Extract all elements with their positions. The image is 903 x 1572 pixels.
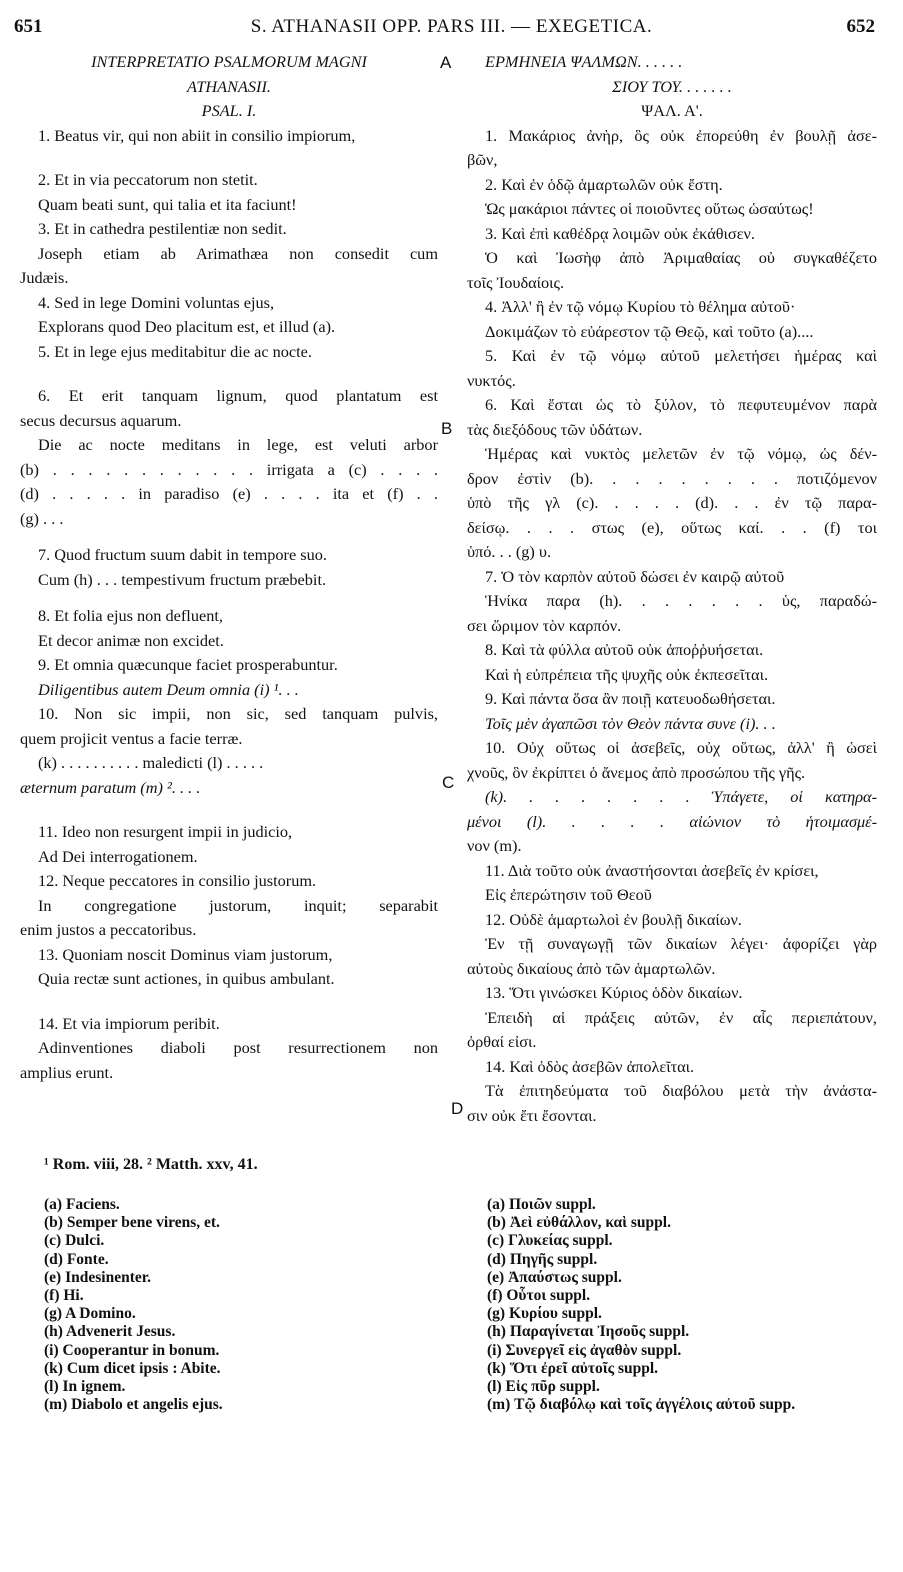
footnote: (d) Fonte. (44, 1250, 109, 1268)
running-title: S. ATHANASII OPP. PARS III. — EXEGETICA. (250, 16, 653, 37)
commentary-line: Cum (h) . . . tempestivum fructum præbebit. (38, 569, 327, 589)
footnote: (c) Dulci. (44, 1232, 105, 1250)
footnote: (b) Ἀεὶ εὐθάλλον, καὶ suppl. (487, 1214, 671, 1232)
commentary-line: τοῖς Ἰουδαίοις. (467, 272, 565, 292)
verse-line: 4. Ἀλλ' ἢ ἐν τῷ νόμῳ Κυρίου τὸ θέλημα αὐτοῦ· (485, 297, 796, 316)
verse-line: 3. Καὶ ἐπὶ καθέδρᾳ λοιμῶν οὐκ ἐκάθισεν. (485, 223, 755, 243)
commentary-line: (g) . . . (20, 508, 64, 528)
latin-title-cont: ATHANASII. (187, 76, 271, 96)
footnote: (i) Συνεργεῖ εἰς ἀγαθὸν suppl. (487, 1341, 682, 1359)
verse-line: 12. Οὐδὲ ἁμαρτωλοὶ ἐν βουλῇ δικαίων. (485, 909, 742, 929)
commentary-line: (k). . . . . . . . Ὑπάγετε, οἱ κατηρα- (485, 787, 877, 806)
latin-psalm-heading: PSAL. I. (201, 101, 257, 120)
verse-line: 12. Neque peccatores in consilio justorum. (38, 871, 317, 890)
verse-line: νυκτός. (467, 370, 516, 390)
commentary-line: Καὶ ἡ εὐπρέπεια τῆς ψυχῆς οὐκ ἐκπεσεῖται. (485, 664, 769, 684)
footnote: (h) Παραγίνεται Ἰησοῦς suppl. (487, 1323, 690, 1341)
verse-line: 2. Et in via peccatorum non stetit. (38, 170, 258, 189)
verse-line: 11. Διὰ τοῦτο οὐκ ἀναστήσονται ἀσεβεῖς ἐν κρίσει, (485, 860, 819, 880)
footnote: (g) A Domino. (44, 1305, 136, 1323)
commentary-line: Τὰ ἐπιτηδεύματα τοῦ διαβόλου μετὰ τὴν ἀνάστα- (485, 1081, 877, 1100)
commentary-line: Τοῖς μὲν ἀγαπῶσι τὸν Θεὸν πάντα συνε (i). . . (485, 713, 776, 733)
commentary-line: Ἐπειδὴ αἱ πράξεις αὐτῶν, ἐν αἷς περιεπάτουν, (485, 1007, 877, 1027)
commentary-line: αὐτοὺς δικαίους ἀπὸ τῶν ἁμαρτωλῶν. (467, 958, 716, 978)
commentary-line: Judæis. (20, 268, 69, 287)
commentary-line: Joseph etiam ab Arimathæa non consedit cum (38, 243, 438, 263)
verse-line: 7. Ὁ τὸν καρπὸν αὐτοῦ δώσει ἐν καιρῷ αὐτοῦ (485, 566, 785, 586)
commentary-line: ὀρθαί εἰσι. (467, 1032, 537, 1051)
verse-line: 10. Non sic impii, non sic, sed tanquam pulvis, (38, 704, 438, 723)
verse-line: secus decursus aquarum. (20, 410, 182, 430)
page-number-right: 652 (846, 16, 875, 37)
footnote: (k) Ὅτι ἐρεῖ αὐτοῖς suppl. (487, 1359, 659, 1377)
footnote: (d) Πηγῆς suppl. (487, 1250, 598, 1268)
footnote: (c) Γλυκείας suppl. (487, 1232, 613, 1250)
verse-line: 7. Quod fructum suum dabit in tempore suo. (38, 545, 327, 564)
verse-line: 6. Καὶ ἔσται ὡς τὸ ξύλον, τὸ πεφυτευμένον παρὰ (485, 395, 877, 414)
verse-line: χνοῦς, ὃν ἐκρίπτει ὁ ἄνεμος ἀπὸ προσώπου τῆς γῆς. (467, 762, 806, 782)
commentary-line: σει ὥριμον τὸν καρπόν. (467, 615, 622, 635)
running-header (0, 16, 903, 46)
verse-line: quem projicit ventus a facie terræ. (20, 728, 243, 748)
verse-line: 1. Beatus vir, qui non abiit in consilio impiorum, (38, 125, 356, 145)
verse-line: 4. Sed in lege Domini voluntas ejus, (38, 292, 275, 312)
commentary-line: Et decor animæ non excidet. (38, 630, 224, 650)
commentary-line: ὑπό. . . (g) υ. (467, 542, 552, 561)
commentary-line: Ἐν τῇ συναγωγῇ τῶν δικαίων λέγει· ἀφορίζει γὰρ (485, 934, 877, 953)
verse-line: Εἰς ἐπερώτησιν τοῦ Θεοῦ (485, 885, 652, 904)
greek-title: ΕΡΜΗΝΕΙΑ ΨΑΛΜΩΝ. . . . . . (485, 52, 683, 71)
commentary-line: In congregatione justorum, inquit; separabit (38, 895, 438, 915)
commentary-line: σιν οὐκ ἔτι ἔσονται. (467, 1105, 597, 1125)
greek-psalm-heading: ΨΑΛ. Α'. (641, 101, 703, 120)
verse-line: 1. Μακάριος ἀνὴρ, ὃς οὐκ ἐπορεύθη ἐν βουλῇ ἀσε- (485, 125, 877, 145)
footnote: (e) Indesinenter. (44, 1268, 152, 1286)
footnote: (m) Diabolo et angelis ejus. (44, 1396, 223, 1414)
commentary-line: Quam beati sunt, qui talia et ita faciunt! (38, 194, 297, 214)
footnote: (i) Cooperantur in bonum. (44, 1341, 220, 1359)
commentary-line: Ὁ καὶ Ἰωσὴφ ἀπὸ Ἀριμαθαίας οὐ συγκαθέζετο (485, 248, 877, 267)
commentary-line: Ἡνίκα παρα (h). . . . . . . ὑς, παραδώ- (485, 591, 877, 610)
verse-line: 2. Καὶ ἐν ὁδῷ ἁμαρτωλῶν οὐκ ἔστη. (485, 174, 723, 194)
verse-line: 10. Οὐχ οὕτως οἱ ἀσεβεῖς, οὐχ οὕτως, ἀλλ' ἢ ὡσεὶ (485, 738, 877, 757)
verse-line: τὰς διεξόδους τῶν ὑδάτων. (467, 419, 643, 439)
commentary-line: Adinventiones diaboli post resurrectionem non (38, 1038, 438, 1057)
greek-title-cont: ΣΙΟΥ ΤΟΥ. . . . . . . (612, 76, 732, 96)
margin-mark-c: C (442, 773, 455, 792)
commentary-line: Diligentibus autem Deum omnia (i) ¹. . . (38, 679, 299, 699)
commentary-line: (d) . . . . . in paradiso (e) . . . . ita et (f) . . (20, 484, 438, 503)
verse-line: 8. Καὶ τὰ φύλλα αὐτοῦ οὐκ ἀποῤῥυήσεται. (485, 640, 764, 659)
margin-mark-d: D (451, 1099, 464, 1118)
page-number-left: 651 (14, 16, 43, 37)
footnote: (l) In ignem. (44, 1378, 126, 1396)
verse-line: 9. Καὶ πάντα ὅσα ἂν ποιῇ κατευοδωθήσεται. (485, 689, 776, 708)
footnote: (k) Cum dicet ipsis : Abite. (44, 1359, 221, 1377)
verse-line: βῶν, (467, 150, 498, 169)
verse-line: 9. Et omnia quæcunque faciet prosperabuntur. (38, 655, 338, 674)
commentary-line: amplius erunt. (20, 1062, 114, 1082)
verse-line: Ad Dei interrogationem. (38, 846, 198, 866)
commentary-line: Ὡς μακάριοι πάντες οἱ ποιοῦντες οὕτως ὡσαύτως! (485, 199, 814, 218)
footnote: (e) Ἀπαύστως suppl. (487, 1268, 622, 1286)
footnote: (a) Ποιῶν suppl. (487, 1196, 596, 1213)
verse-line: 8. Et folia ejus non defluent, (38, 606, 223, 625)
commentary-line: δρον ἐστὶν (b). . . . . . . . . ποτιζόμενον (467, 468, 877, 488)
commentary-line: Quia rectæ sunt actiones, in quibus ambulant. (38, 969, 335, 988)
commentary-line: μένοι (l). . . . . αἰώνιον τὸ ἡτοιμασμέ- (467, 811, 877, 831)
scripture-references: ¹ Rom. viii, 28. ² Matth. xxv, 41. (44, 1156, 258, 1173)
verse-line: 5. Καὶ ἐν τῷ νόμῳ αὐτοῦ μελετήσει ἡμέρας καὶ (485, 346, 877, 365)
footnote: (l) Εἰς πῦρ suppl. (487, 1378, 600, 1396)
verse-line: 14. Et via impiorum peribit. (38, 1013, 220, 1033)
commentary-line: Explorans quod Deo placitum est, et illud (a). (38, 317, 336, 336)
footnote: (b) Semper bene virens, et. (44, 1214, 220, 1232)
footnote: (a) Faciens. (44, 1196, 120, 1213)
margin-mark-a: A (440, 53, 452, 72)
verse-line: 6. Et erit tanquam lignum, quod plantatum est (38, 386, 438, 405)
greek-footnotes (487, 1196, 892, 1414)
commentary-line: enim justos a peccatoribus. (20, 920, 197, 939)
latin-title: INTERPRETATIO PSALMORUM MAGNI (91, 52, 367, 71)
commentary-line: ὑπὸ τῆς γλ (c). . . . . (d). . . ἐν τῷ παρα- (467, 493, 877, 512)
commentary-line: Die ac nocte meditans in lege, est veluti arbor (38, 435, 438, 454)
footnote: (g) Κυρίου suppl. (487, 1305, 602, 1323)
verse-line: 11. Ideo non resurgent impii in judicio, (38, 822, 293, 841)
latin-footnotes (44, 1196, 424, 1414)
footnote: (f) Hi. (44, 1287, 84, 1305)
commentary-line: (k) . . . . . . . . . . maledicti (l) . . . . . (38, 753, 264, 772)
commentary-line: (b) . . . . . . . . . . . . irrigata a (c) . . . . (20, 459, 438, 479)
verse-line: 13. Ὅτι γινώσκει Κύριος ὁδὸν δικαίων. (485, 983, 743, 1002)
commentary-line: æternum paratum (m) ². . . . (20, 777, 201, 797)
commentary-line: νον (m). (467, 836, 522, 855)
verse-line: 5. Et in lege ejus meditabitur die ac nocte. (38, 341, 312, 361)
footnote: (m) Τῷ διαβόλῳ καὶ τοῖς ἀγγέλοις αὐτοῦ supp. (487, 1396, 796, 1414)
commentary-line: Ἡμέρας καὶ νυκτὸς μελετῶν ἐν τῷ νόμῳ, ὡς δέν- (485, 444, 877, 463)
verse-line: 13. Quoniam noscit Dominus viam justorum, (38, 944, 333, 964)
margin-mark-b: B (441, 419, 453, 438)
commentary-line: Δοκιμάζων τὸ εὐάρεστον τῷ Θεῷ, καὶ τοῦτο (a).... (485, 321, 814, 341)
verse-line: 3. Et in cathedra pestilentiæ non sedit. (38, 219, 287, 238)
greek-column (467, 50, 877, 1128)
verse-line: 14. Καὶ ὁδὸς ἀσεβῶν ἀπολεῖται. (485, 1056, 695, 1076)
latin-column (20, 50, 438, 1085)
footnote: (h) Advenerit Jesus. (44, 1323, 176, 1341)
footnote: (f) Οὗτοι suppl. (487, 1287, 591, 1305)
commentary-line: δείσῳ. . . . στως (e), οὕτως καί. . . (f) τοι (467, 517, 877, 537)
